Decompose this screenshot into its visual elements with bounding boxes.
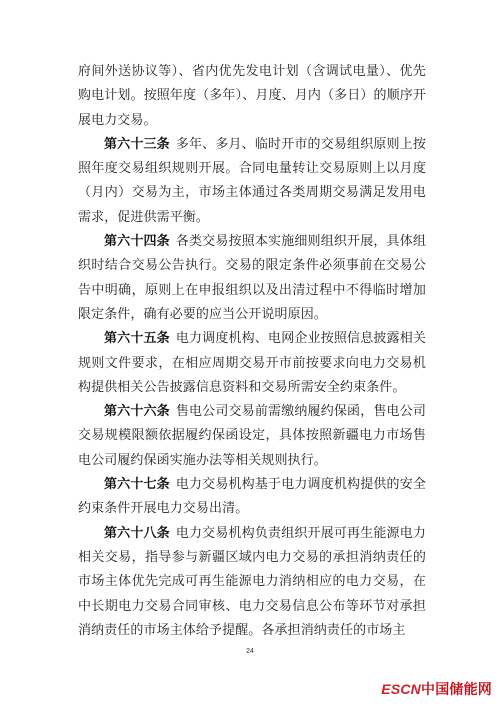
paragraph-text: 电力交易机构负责组织开展可再生能源电力相关交易，指导参与新疆区域内电力交易的承担消纳责任的市场主体优先完成可再生能源电力消纳相应的电力交易，在中长期电力交易合同审核、电力交易信息公布等环节对承担消纳责任的市场主体给予提醒。各承担消纳责任的市场主 bbox=[78, 525, 426, 638]
article-heading: 第六十七条 bbox=[104, 477, 170, 493]
document-body bbox=[78, 60, 426, 643]
paragraph-continued bbox=[78, 60, 426, 133]
watermark-cn: 中国储能网 bbox=[421, 681, 492, 697]
article-63 bbox=[78, 133, 426, 230]
article-heading: 第六十八条 bbox=[104, 525, 170, 541]
article-heading: 第六十六条 bbox=[104, 404, 170, 420]
paragraph-text: 府间外送协议等）、省内优先发电计划（含调试电量）、优先购电计划。按照年度（多年）、月度、月内（多日）的顺序开展电力交易。 bbox=[78, 64, 426, 128]
paragraph-text: 各类交易按照本实施细则组织开展，具体组织时结合交易公告执行。交易的限定条件必须事前在交易公告中明确，原则上在申报组织以及出清过程中不得临时增加限定条件，确有必要的应当公开说明原因。 bbox=[78, 234, 426, 322]
article-heading: 第六十五条 bbox=[104, 331, 170, 347]
article-heading: 第六十四条 bbox=[104, 234, 170, 250]
paragraph-text: 多年、多月、临时开市的交易组织原则上按照年度交易组织规则开展。合同电量转让交易原则上以月度（月内）交易为主，市场主体通过各类周期交易满足发用电需求，促进供需平衡。 bbox=[78, 136, 426, 225]
paragraph-text: 电力调度机构、电网企业按照信息披露相关规则文件要求，在相应周期交易开市前按要求向电力交易机构提供相关公告披露信息资料和交易所需安全约束条件。 bbox=[78, 331, 426, 395]
article-67 bbox=[78, 473, 426, 522]
article-heading: 第六十三条 bbox=[104, 136, 170, 152]
paragraph-text: 售电公司交易前需缴纳履约保函，售电公司交易规模限额依据履约保函设定，具体按照新疆电力市场售电公司履约保函实施办法等相关规则执行。 bbox=[78, 404, 426, 468]
article-65 bbox=[78, 327, 426, 400]
article-64 bbox=[78, 230, 426, 327]
article-66 bbox=[78, 400, 426, 473]
site-watermark-logo bbox=[381, 679, 492, 699]
paragraph-text: 电力交易机构基于电力调度机构提供的安全约束条件开展电力交易出清。 bbox=[78, 477, 426, 517]
page-number: 24 bbox=[246, 648, 254, 655]
article-68 bbox=[78, 522, 426, 643]
watermark-latin: ESCN bbox=[381, 681, 421, 697]
